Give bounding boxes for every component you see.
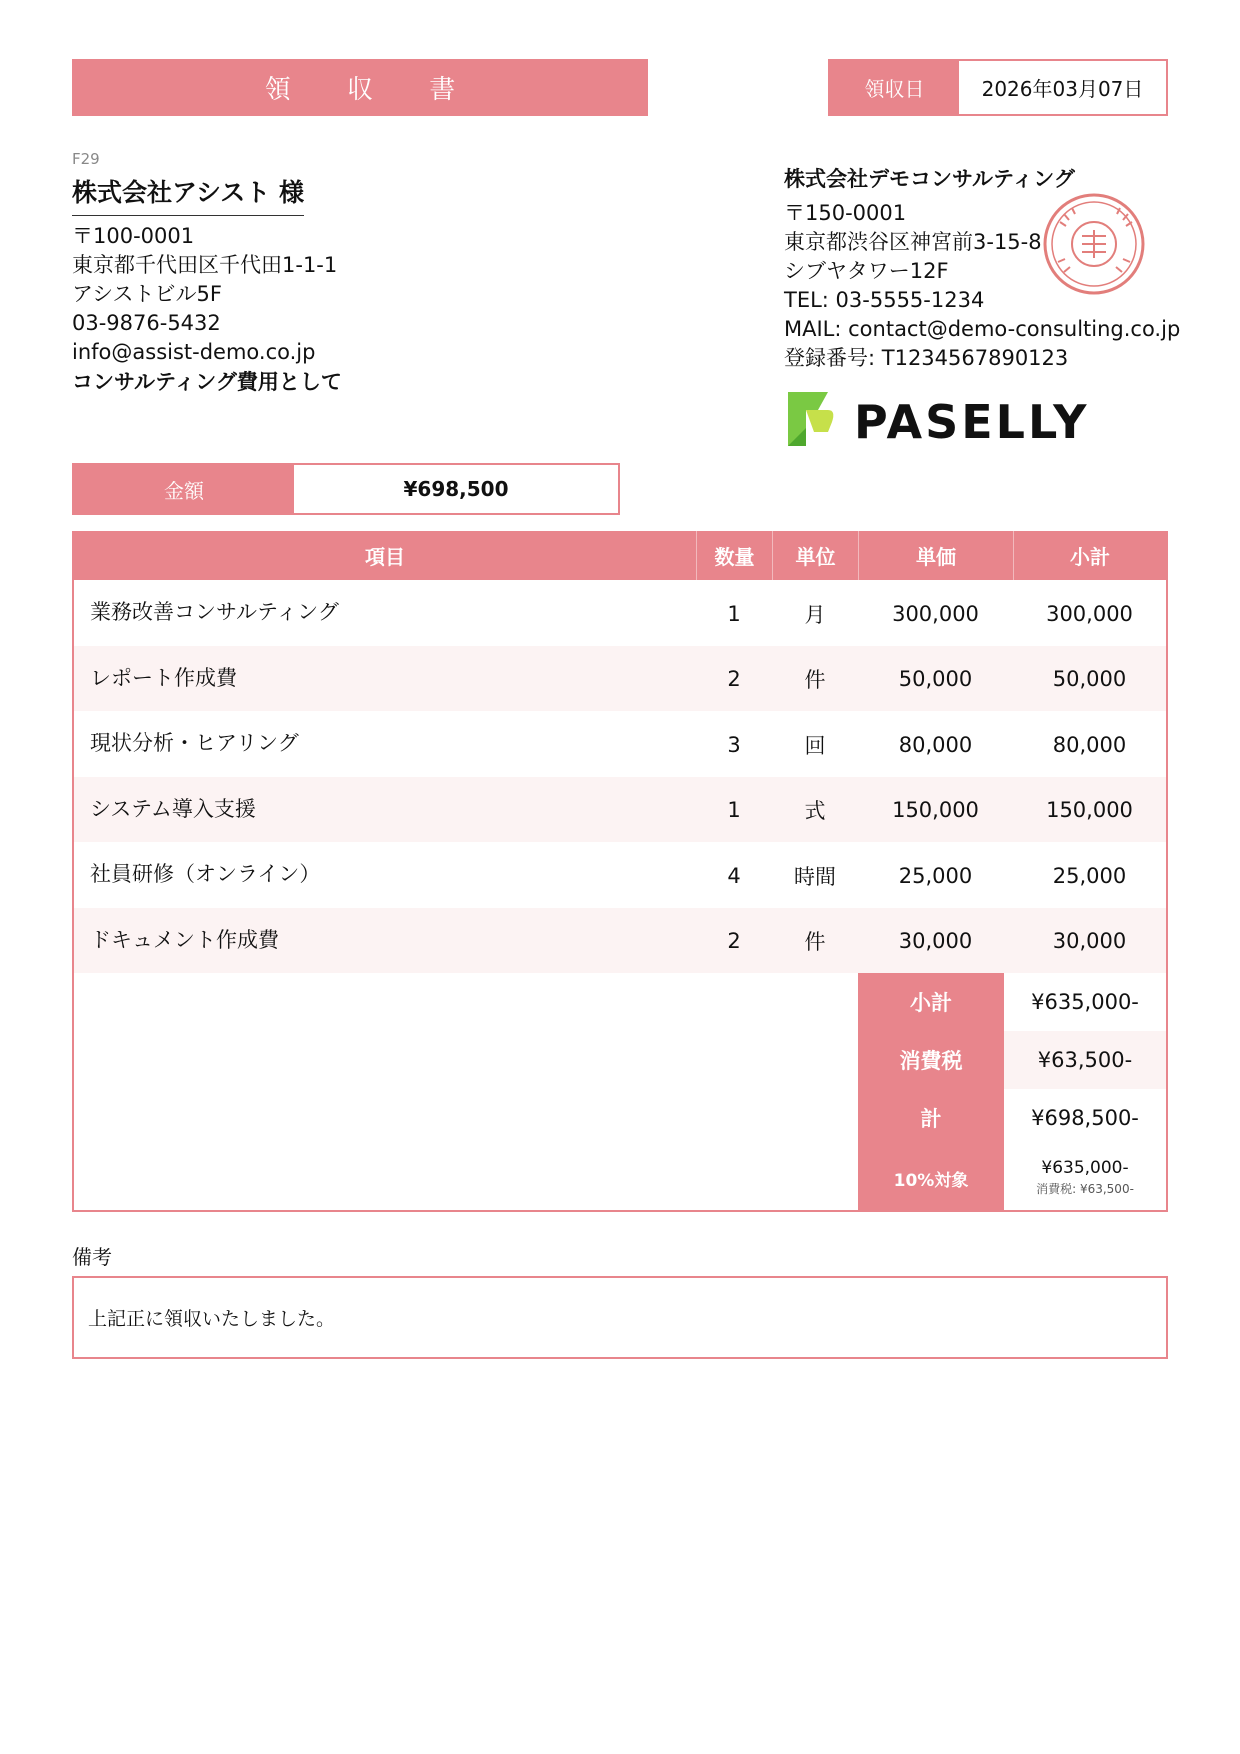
row-quantity: 2: [727, 929, 741, 954]
client-address-block: [72, 222, 337, 367]
paselly-logo: [784, 388, 1104, 450]
remarks-box: [72, 1276, 1168, 1359]
tax-rate-label: 10%対象: [893, 1171, 969, 1191]
row-unit: 時間: [794, 864, 836, 889]
tax-rate-detail: [1004, 1147, 1166, 1210]
table-row: [74, 777, 1166, 843]
row-quantity: 4: [727, 863, 741, 888]
total-value: ¥698,500-: [1031, 1106, 1139, 1130]
row-item-name: 社員研修（オンライン）: [90, 862, 321, 886]
total-label: 計: [920, 1107, 942, 1131]
row-item-name: ドキュメント作成費: [90, 927, 279, 952]
row-unit-price: 80,000: [898, 732, 973, 757]
row-unit: 式: [804, 799, 826, 824]
row-unit-price: 25,000: [898, 863, 973, 888]
row-item-name: レポート作成費: [90, 665, 237, 690]
row-item-name: 現状分析・ヒアリング: [90, 731, 299, 755]
header-item: 項目: [365, 545, 405, 569]
receipt-date-label: 領収日: [830, 61, 959, 114]
row-subtotal: 150,000: [1046, 798, 1133, 823]
remarks-label: 備考: [72, 1245, 112, 1269]
issuer-registration: 登録番号: T1234567890123: [784, 346, 1069, 370]
row-unit: 月: [804, 602, 826, 627]
issuer-address-line2: シブヤタワー12F: [784, 259, 949, 283]
row-subtotal: 30,000: [1052, 929, 1127, 954]
document-title: 領 収 書: [72, 59, 648, 116]
row-quantity: 1: [727, 798, 741, 823]
receipt-date-value: 2026年03月07日: [981, 77, 1144, 101]
issuer-postal: 〒150-0001: [784, 201, 907, 225]
row-quantity: 3: [727, 732, 741, 757]
issuer-tel: TEL: 03-5555-1234: [784, 288, 985, 312]
client-name: 株式会社アシスト 様: [72, 173, 304, 216]
remarks-text: 上記正に領収いたしました。: [88, 1308, 336, 1330]
client-postal: 〒100-0001: [72, 224, 195, 248]
client-email: info@assist-demo.co.jp: [72, 340, 316, 364]
row-subtotal: 300,000: [1046, 601, 1133, 626]
totals-label-column: [858, 973, 1004, 1210]
amount-label: 金額: [74, 465, 294, 513]
row-quantity: 1: [727, 601, 741, 626]
row-unit: 回: [804, 733, 826, 758]
table-row: [74, 711, 1166, 777]
client-code: F29: [72, 150, 100, 168]
row-item-name: システム導入支援: [90, 796, 256, 821]
table-row: [74, 646, 1166, 712]
issuer-address-line1: 東京都渋谷区神宮前3-15-8: [784, 230, 1042, 254]
receipt-date-box: [828, 59, 1168, 116]
row-subtotal: 50,000: [1052, 667, 1127, 692]
row-unit: 件: [804, 930, 826, 955]
client-address-line2: アシストビル5F: [72, 282, 222, 306]
row-quantity: 2: [727, 667, 741, 692]
table-row: [74, 842, 1166, 908]
table-row: [74, 908, 1166, 974]
row-item-name: 業務改善コンサルティング: [90, 600, 339, 624]
totals-section: [74, 973, 1166, 1210]
tax-rate-base: ¥635,000-: [1041, 1157, 1129, 1178]
tax-rate-tax: 消費税: ¥63,500-: [1036, 1181, 1134, 1196]
items-table-header: [74, 531, 1166, 580]
row-unit-price: 30,000: [898, 929, 973, 954]
company-seal-stamp: [1042, 192, 1146, 296]
header-quantity: 数量: [696, 531, 772, 580]
subtotal-value: ¥635,000-: [1031, 990, 1139, 1014]
items-table: [72, 531, 1168, 1212]
row-unit-price: 50,000: [898, 667, 973, 692]
row-subtotal: 80,000: [1052, 732, 1127, 757]
subtotal-label: 小計: [910, 991, 952, 1015]
amount-value: ¥698,500: [403, 477, 509, 501]
tax-value: ¥63,500-: [1004, 1031, 1166, 1089]
row-unit-price: 300,000: [892, 601, 979, 626]
row-unit-price: 150,000: [892, 798, 979, 823]
client-address-line1: 東京都千代田区千代田1-1-1: [72, 253, 338, 277]
items-table-body: [74, 580, 1166, 973]
logo-wordmark: PASELLY: [854, 395, 1090, 449]
totals-value-column: [1004, 973, 1166, 1210]
amount-box: [72, 463, 620, 515]
issuer-mail: MAIL: contact@demo-consulting.co.jp: [784, 317, 1181, 341]
payment-purpose: コンサルティング費用として: [72, 370, 342, 394]
table-row: [74, 580, 1166, 646]
header-unit: 単位: [772, 531, 858, 580]
issuer-name: 株式会社デモコンサルティング: [784, 167, 1075, 191]
row-subtotal: 25,000: [1052, 863, 1127, 888]
row-unit: 件: [804, 668, 826, 693]
tax-label: 消費税: [899, 1049, 963, 1073]
client-phone: 03-9876-5432: [72, 311, 221, 335]
header-unit-price: 単価: [858, 531, 1013, 580]
header-subtotal: 小計: [1013, 531, 1166, 580]
